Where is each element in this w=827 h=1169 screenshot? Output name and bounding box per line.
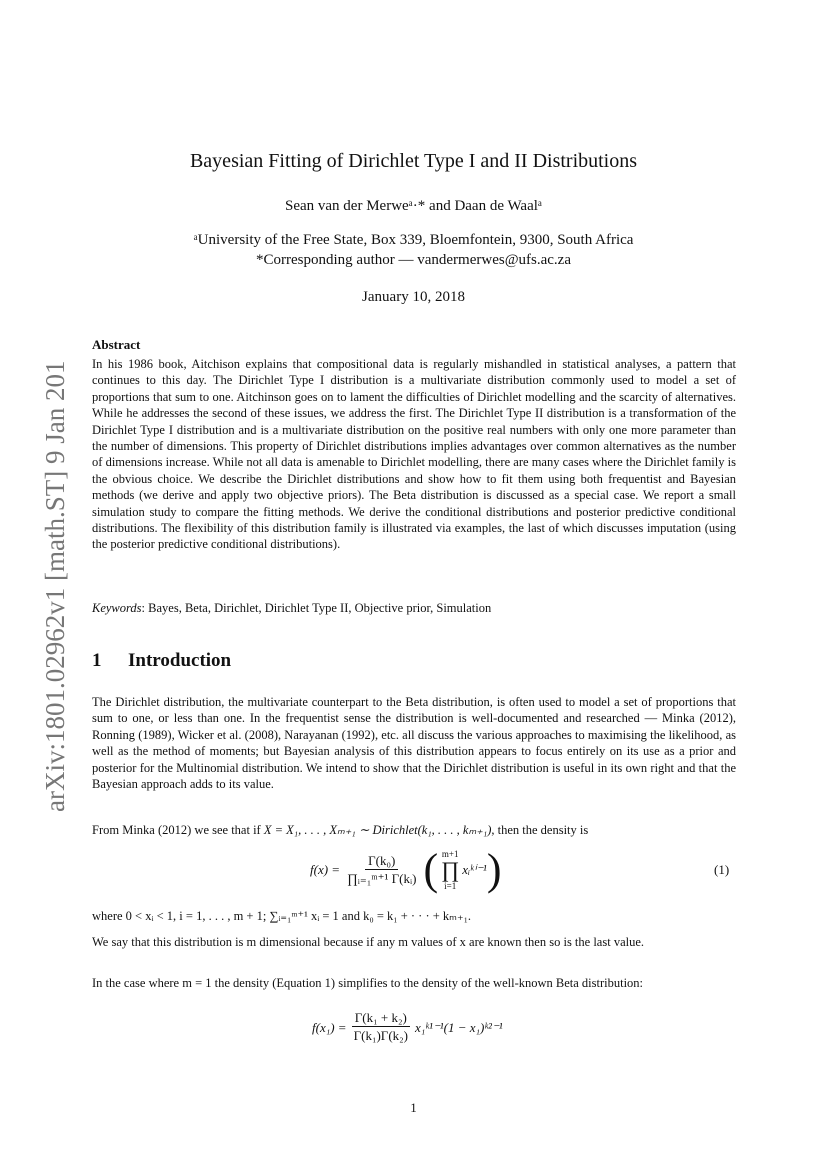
eq2-numerator: Γ(k₁ + k₂) [352, 1010, 410, 1027]
section-title: Introduction [128, 650, 232, 671]
eq2-fraction [351, 1010, 411, 1045]
where-line: where 0 < xᵢ < 1, i = 1, . . . , m + 1; ∑ᵢ₌₁ᵐ⁺¹ xᵢ = 1 and k₀ = k₁ + · · · + kₘ₊₁. [92, 909, 472, 923]
left-paren: ( [423, 845, 439, 894]
right-paren: ) [486, 845, 502, 894]
prod-symbol: ∏ [441, 857, 460, 882]
paper-title: Bayesian Fitting of Dirichlet Type I and II Distributions [189, 150, 638, 172]
p2-prefix: From Minka (2012) we see that if [92, 823, 264, 837]
arxiv-stamp-text: arXiv:1801.02962v1 [math.ST] 9 Jan 2018 [40, 360, 70, 812]
intro-paragraph-2 [92, 822, 736, 838]
keywords-text: : Bayes, Beta, Dirichlet, Dirichlet Type II, Objective prior, Simulation [141, 601, 492, 615]
eq2-lhs: f(x₁) = [312, 1019, 347, 1035]
authors: Sean van der Merweᵃ·* and Daan de Waalᵃ [284, 198, 543, 214]
eq1-denominator: ∏ᵢ₌₁ᵐ⁺¹ Γ(kᵢ) [347, 870, 417, 886]
page-number: 1 [410, 1100, 417, 1115]
eq1-term: xᵢᵏⁱ⁻¹ [462, 862, 487, 877]
prod-lower: i=1 [444, 881, 457, 891]
p2-math: X = X₁, . . . , Xₘ₊₁ ∼ Dirichlet(k₁, . . . , kₘ₊₁) [263, 823, 492, 837]
abstract-heading: Abstract [92, 337, 141, 352]
keywords [92, 601, 491, 616]
equation-2 [312, 1010, 503, 1045]
paper-date: January 10, 2018 [362, 289, 465, 305]
keywords-label: Keywords [92, 601, 142, 615]
eq1-product [441, 849, 459, 891]
dimension-paragraph: We say that this distribution is m dimensional because if any m values of x are known then so is the last value. [92, 935, 645, 949]
eq1-lhs: f(x) = [310, 862, 341, 877]
arxiv-stamp [20, 360, 80, 820]
corresponding-author: *Corresponding author — vandermerwes@ufs.ac.za [256, 252, 571, 268]
eq1-numerator: Γ(k₀) [365, 853, 398, 870]
section-number: 1 [92, 650, 102, 671]
prod-upper: m+1 [441, 849, 459, 859]
equation-1 [310, 845, 501, 895]
p2-suffix: , then the density is [491, 823, 589, 837]
affiliation-block [0, 230, 827, 270]
affiliation: ᵃUniversity of the Free State, Box 339, Bloemfontein, 9300, South Africa [193, 232, 634, 248]
eq2-denominator: Γ(k₁)Γ(k₂) [353, 1028, 409, 1043]
eq2-rhs: x₁ᵏ¹⁻¹(1 − x₁)ᵏ²⁻¹ [415, 1019, 503, 1035]
case-paragraph: In the case where m = 1 the density (Equation 1) simplifies to the density of the well-known Beta distribution: [92, 976, 644, 990]
abstract-body: In his 1986 book, Aitchison explains that compositional data is regularly mishandled in statistical analyses, a pattern that continues to this day. The Dirichlet Type I distribution is a multivariate distribution commonly used to model a set of proportions that sum to one. Aitchinson goes on to lament the difficulties of Dirichlet modelling and the scarcity of alternatives. While he addresses the second of these issues, we address the first. The Dirichlet Type II distribution is a transformation of the Dirichlet Type I distribution and is a multivariate distribution on the positive real numbers with only one more parameter than the number of dimensions. This property of Dirichlet distributions implies advantages over common alternatives as the number of dimensions increase. While not all data is amenable to Dirichlet modelling, there are many cases where the Dirichlet family is the obvious choice. We describe the Dirichlet distributions and show how to fit them using both frequentist and Bayesian methods (we derive and apply two objective priors). The Beta distribution is discussed as a special case. We report a small simulation study to compare the fitting methods. We derive the conditional distributions and posterior predictive conditional distributions. The flexibility of this distribution family is illustrated via examples, the last of which discusses imputation (using the posterior predictive conditional distributions). [92, 357, 736, 552]
eq1-fraction [344, 853, 419, 888]
intro-paragraph-1: The Dirichlet distribution, the multivariate counterpart to the Beta distribution, is often used to model a set of proportions that sum to one, or less than one. In the frequentist sense the distribution is well-documented and researched — Minka (2012), Ronning (1989), Wicker et al. (2008), Narayanan (1992), etc. all discuss the various approaches to maximising the likelihood, as well as the method of moments; but Bayesian analysis of this distribution appears to focus entirely on its use as a prior and posterior for the Multinomial distribution. We intend to show that the Dirichlet distribution is useful in its own right and that the Bayesian approach adds to its value. [92, 695, 736, 792]
section-heading [92, 650, 231, 672]
equation-number: (1) [714, 862, 730, 877]
